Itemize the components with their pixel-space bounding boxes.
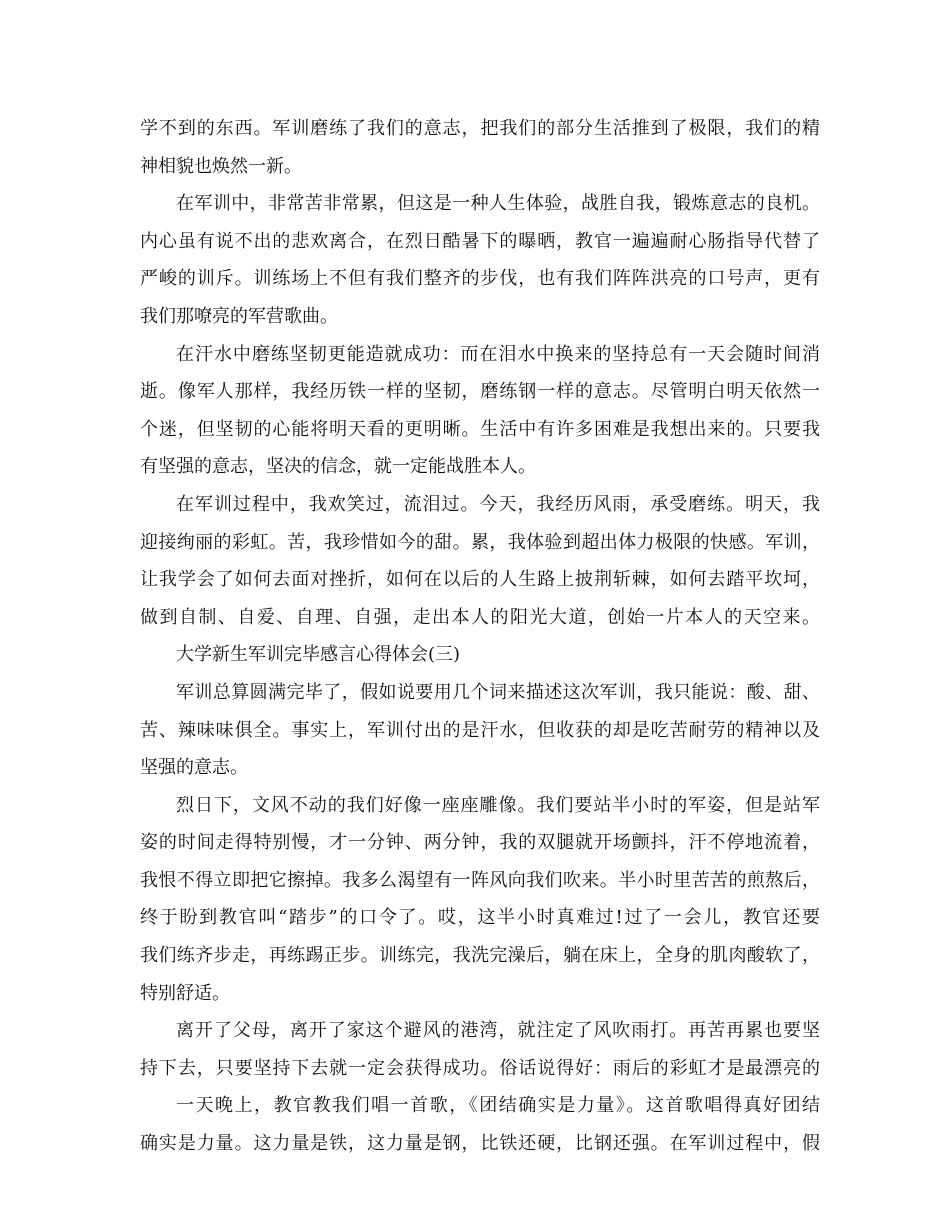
text-line: 一天晚上，教官教我们唱一首歌，《团结确实是力量》。这首歌唱得真好团结 xyxy=(176,1095,820,1117)
text-line: 姿的时间走得特别慢，才一分钟、两分钟，我的双腿就开场颤抖，汗不停地流着， xyxy=(140,832,820,854)
text-line: 大学新生军训完毕感言心得体会(三) xyxy=(176,644,461,666)
text-line: 迎接绚丽的彩虹。苦，我珍惜如今的甜。累，我体验到超出体力极限的快感。军训， xyxy=(140,531,820,553)
text-line: 军训总算圆满完毕了，假如说要用几个词来描述这次军训，我只能说：酸、甜、 xyxy=(176,681,820,703)
text-line: 在军训过程中，我欢笑过，流泪过。今天，我经历风雨，承受磨练。明天，我 xyxy=(176,493,820,515)
text-line: 在军训中，非常苦非常累，但这是一种人生体验，战胜自我，锻炼意志的良机。 xyxy=(176,193,820,215)
text-line: 苦、辣味味俱全。事实上，军训付出的是汗水，但收获的却是吃苦耐劳的精神以及 xyxy=(140,719,820,741)
text-line: 我们那嘹亮的军营歌曲。 xyxy=(140,305,338,327)
text-line: 在汗水中磨练坚韧更能造就成功：而在泪水中换来的坚持总有一天会随时间消 xyxy=(176,343,820,365)
text-line: 神相貌也焕然一新。 xyxy=(140,155,302,177)
text-line: 逝。像军人那样，我经历铁一样的坚韧，磨练钢一样的意志。尽管明白明天依然一 xyxy=(140,381,820,403)
text-line: 特别舒适。 xyxy=(140,982,230,1004)
text-line: 我恨不得立即把它擦掉。我多么渴望有一阵风向我们吹来。半小时里苦苦的煎熬后， xyxy=(140,869,820,891)
text-line: 有坚强的意志，坚决的信念，就一定能战胜本人。 xyxy=(140,456,536,478)
text-line: 让我学会了如何去面对挫折，如何在以后的人生路上披荆斩棘，如何去踏平坎坷， xyxy=(140,569,820,591)
text-line: 确实是力量。这力量是铁，这力量是钢，比铁还硬，比钢还强。在军训过程中，假 xyxy=(140,1133,820,1155)
text-line: 坚强的意志。 xyxy=(140,757,248,779)
text-line: 严峻的训斥。训练场上不但有我们整齐的步伐，也有我们阵阵洪亮的口号声，更有 xyxy=(140,268,820,290)
text-line: 离开了父母，离开了家这个避风的港湾，就注定了风吹雨打。再苦再累也要坚 xyxy=(176,1020,820,1042)
text-line: 烈日下，文风不动的我们好像一座座雕像。我们要站半小时的军姿，但是站军 xyxy=(176,794,820,816)
text-line: 内心虽有说不出的悲欢离合，在烈日酷暑下的曝晒，教官一遍遍耐心肠指导代替了 xyxy=(140,230,820,252)
document-body xyxy=(140,110,820,1163)
text-line: 个迷，但坚韧的心能将明天看的更明晰。生活中有许多困难是我想出来的。只要我 xyxy=(140,418,820,440)
text-line: 我们练齐步走，再练踢正步。训练完，我洗完澡后，躺在床上，全身的肌肉酸软了， xyxy=(140,945,820,967)
text-line: 持下去，只要坚持下去就一定会获得成功。俗话说得好：雨后的彩虹才是最漂亮的 xyxy=(140,1057,820,1079)
text-line: 做到自制、自爱、自理、自强，走出本人的阳光大道，创始一片本人的天空来。 xyxy=(140,606,820,628)
text-line: 终于盼到教官叫“踏步”的口令了。哎，这半小时真难过!过了一会儿，教官还要 xyxy=(140,907,820,929)
text-line: 学不到的东西。军训磨练了我们的意志，把我们的部分生活推到了极限，我们的精 xyxy=(140,118,820,139)
